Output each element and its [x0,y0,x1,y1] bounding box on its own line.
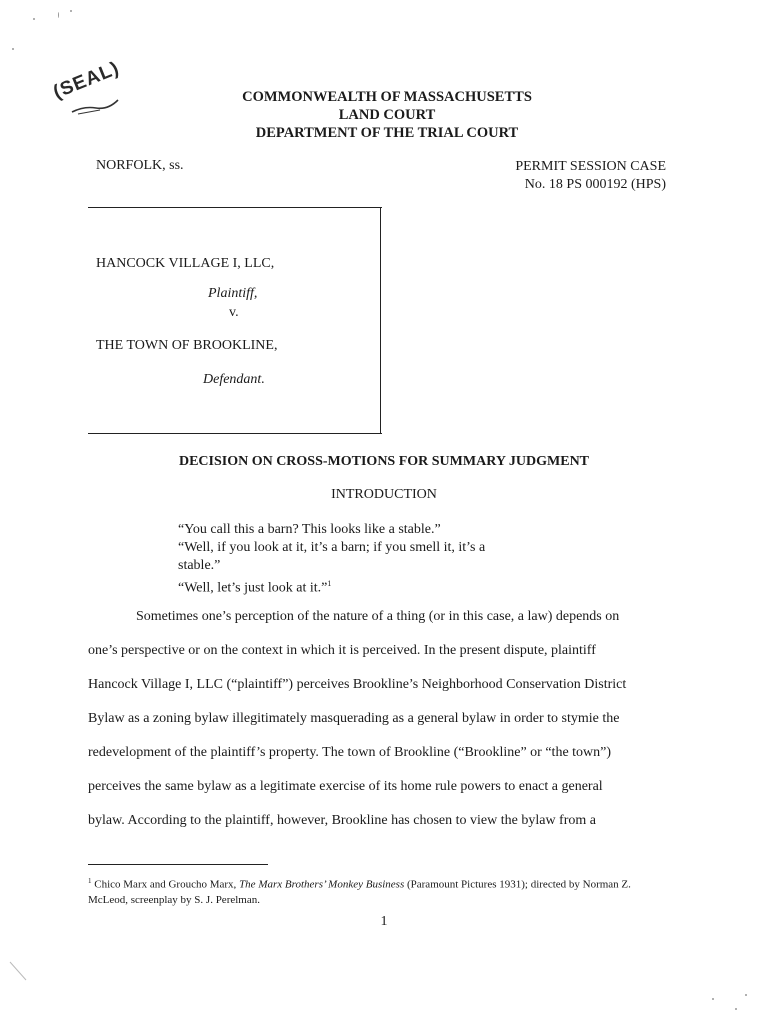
versus-label: v. [229,305,239,320]
body-line: Bylaw as a zoning bylaw illegitimately masquerading as a general bylaw in order to stymie the [88,711,620,726]
scan-speck [70,10,72,12]
page-number: 1 [380,914,388,929]
body-line: perceives the same bylaw as a legitimate exercise of its home rule powers to enact a general [88,779,603,794]
footnote-marker: 1 [88,877,92,885]
seal-stamp: (SEAL) [50,57,123,104]
body-line: Hancock Village I, LLC (“plaintiff”) perceives Brookline’s Neighborhood Conservation District [88,677,627,692]
epigraph-line-3-text: “Well, let’s just look at it.” [178,580,328,596]
caption-box-right-rule [380,207,381,434]
epigraph-line-3 [178,575,518,598]
court-header-commonwealth: COMMONWEALTH OF MASSACHUSETTS [242,89,532,105]
plaintiff-role: Plaintiff, [208,286,258,301]
footnote-rule [88,864,268,865]
caption-box-bottom-rule [88,433,382,434]
decision-title: DECISION ON CROSS-MOTIONS FOR SUMMARY JUDGMENT [178,454,590,469]
scan-speck [745,994,747,996]
scan-speck [735,1008,737,1010]
scan-mark [8,960,28,984]
county-venue: NORFOLK, ss. [96,158,184,173]
body-line: Sometimes one’s perception of the nature of a thing (or in this case, a law) depends on [136,609,620,624]
section-heading-introduction: INTRODUCTION [331,487,437,502]
defendant-role: Defendant. [203,372,265,387]
court-header-land-court: LAND COURT [338,107,436,123]
body-line: redevelopment of the plaintiff’s property. The town of Brookline (“Brookline” or “the town”) [88,745,612,760]
footnote-text-after: (Paramount Pictures 1931); directed by Norman Z. McLeod, screenplay by S. J. Perelman. [88,878,631,906]
case-number: No. 18 PS 000192 (HPS) [524,177,666,192]
footnote-text-before: Chico Marx and Groucho Marx, [91,878,240,891]
court-header [0,88,768,142]
footnote-reference: 1 [327,579,332,588]
epigraph-line-2: “Well, if you look at it, it’s a barn; if you smell it, it’s a stable.” [178,540,486,573]
footnote [88,874,663,908]
scan-speck [12,48,14,50]
body-line: one’s perspective or on the context in which it is perceived. In the present dispute, plaintiff [88,643,596,658]
caption-box-top-rule [88,207,382,208]
epigraph-line-1: “You call this a barn? This looks like a stable.” [178,522,441,537]
court-header-department: DEPARTMENT OF THE TRIAL COURT [255,125,519,141]
defendant-name: THE TOWN OF BROOKLINE, [96,338,278,353]
footnote-title: The Marx Brothers’ Monkey Business [239,878,405,891]
scan-speck [58,12,59,18]
body-line: bylaw. According to the plaintiff, however, Brookline has chosen to view the bylaw from a [88,813,596,828]
scan-speck [33,18,35,20]
scan-speck [712,998,714,1000]
case-type: PERMIT SESSION CASE [515,159,666,174]
plaintiff-name: HANCOCK VILLAGE I, LLC, [96,256,275,271]
epigraph-quote [178,521,518,598]
case-info [515,158,666,194]
